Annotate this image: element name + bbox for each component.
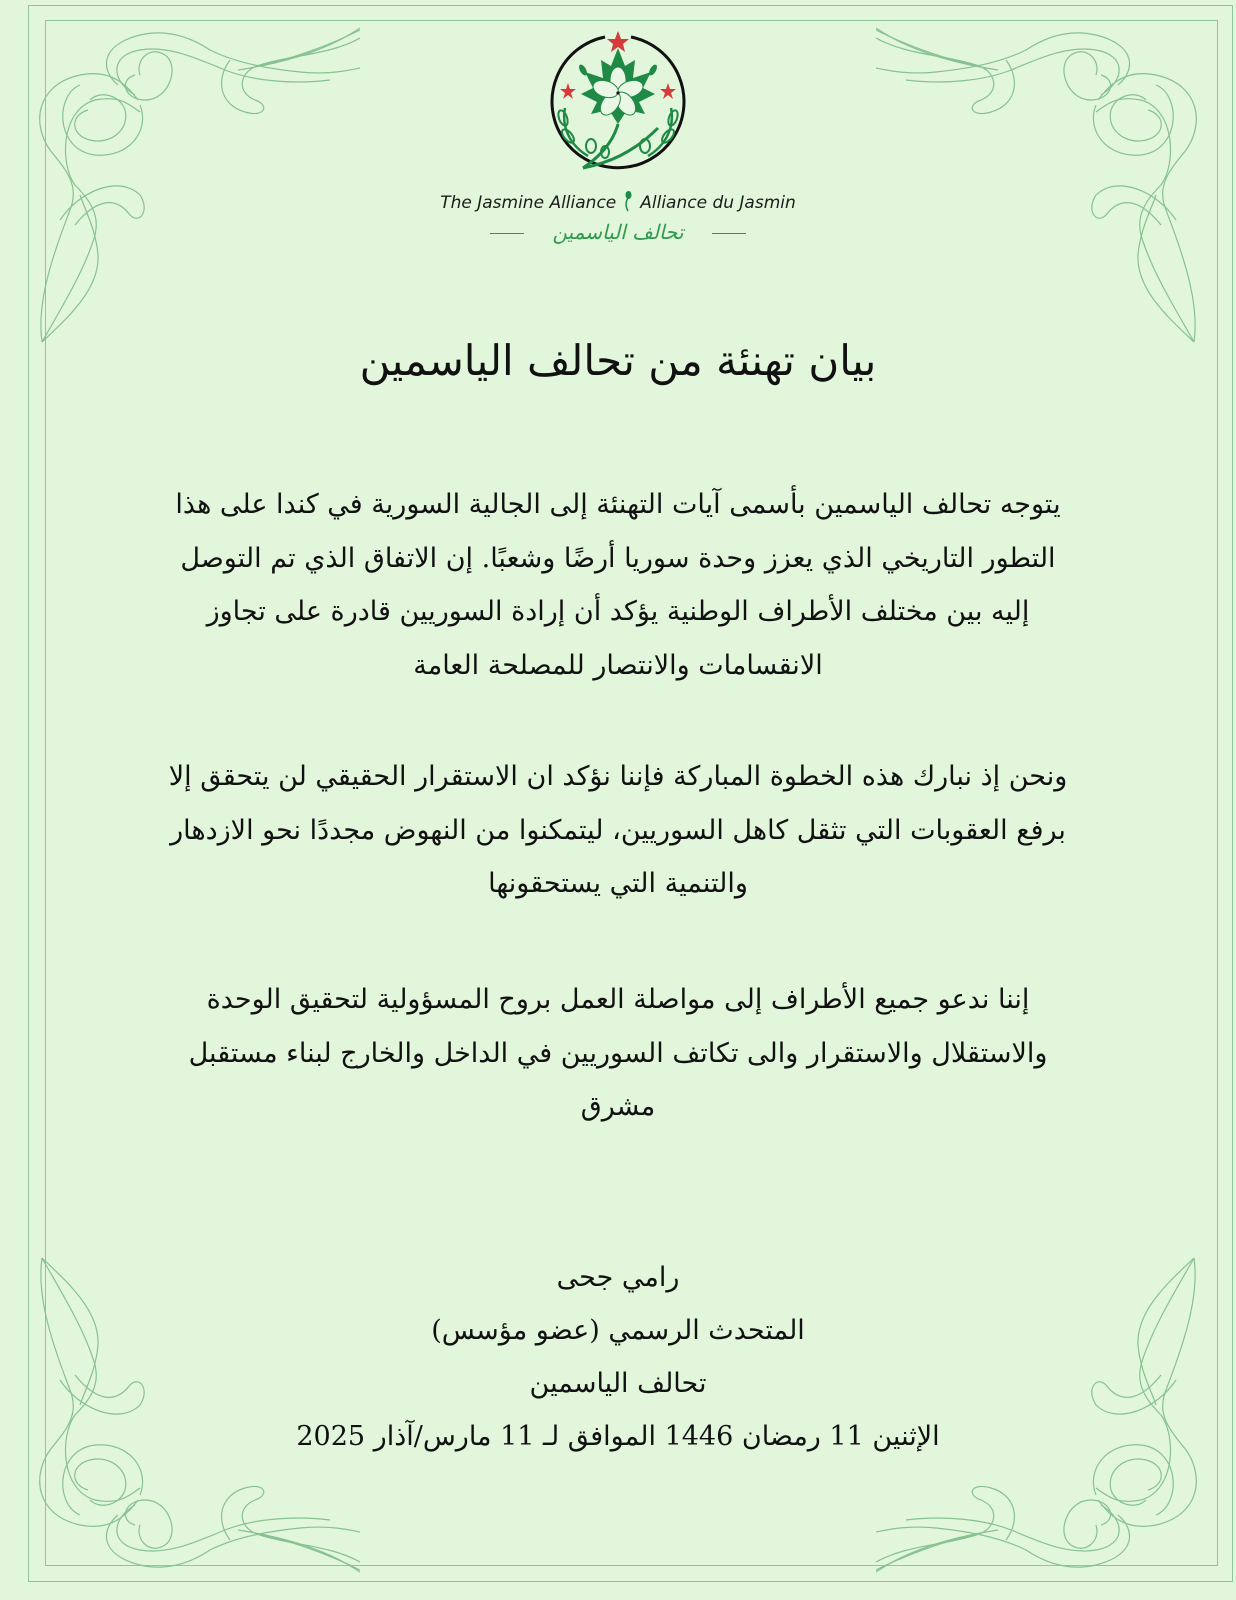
- paragraph-line: والاستقلال والاستقرار والى تكاتف السوريين في الداخل والخارج لبناء مستقبل: [188, 1037, 1048, 1069]
- paragraph-line: يتوجه تحالف الياسمين بأسمى آيات التهنئة إلى الجالية السورية في كندا على هذا: [175, 489, 1061, 520]
- signatory-organization: تحالف الياسمين: [529, 1368, 707, 1399]
- jasmine-bud-icon: [622, 190, 634, 212]
- corner-ornament-top-left: [0, 0, 360, 360]
- logo-name-en: The Jasmine Alliance: [440, 193, 617, 213]
- signature-block: [200, 1251, 1036, 1463]
- paragraph-line: ونحن إذ نبارك هذه الخطوة المباركة فإننا نؤكد ان الاستقرار الحقيقي لن يتحقق إلا: [168, 761, 1068, 792]
- logo-name-arabic-row: [400, 220, 836, 244]
- signatory-name: رامي جحى: [556, 1262, 680, 1293]
- emblem-icon: [543, 28, 693, 178]
- star-icon: [560, 83, 576, 99]
- jasmine-alliance-logo: [543, 28, 693, 178]
- signatory-role: المتحدث الرسمي (عضو مؤسس): [431, 1315, 805, 1346]
- logo-name-latin: [400, 190, 836, 213]
- document-title: بيان تهنئة من تحالف الياسمين: [359, 336, 877, 385]
- paragraph-1: [120, 478, 1116, 692]
- paragraph-line: برفع العقوبات التي تثقل كاهل السوريين، ليتمكنوا من النهوض مجددًا نحو الازدهار: [170, 814, 1066, 846]
- paragraph-line: إننا ندعو جميع الأطراف إلى مواصلة العمل بروح المسؤولية لتحقيق الوحدة: [206, 984, 1030, 1015]
- paragraph-line: الانقسامات والانتصار للمصلحة العامة: [413, 649, 823, 681]
- divider-dash: [490, 233, 524, 235]
- paragraph-line: مشرق: [580, 1091, 656, 1122]
- paragraph-3: [120, 973, 1116, 1134]
- divider-dash: [712, 233, 746, 235]
- paragraph-line: التطور التاريخي الذي يعزز وحدة سوريا أرضًا وشعبًا. إن الاتفاق الذي تم التوصل: [180, 542, 1056, 574]
- logo-name-ar: تحالف الياسمين: [552, 220, 684, 244]
- logo-name-fr: Alliance du Jasmin: [640, 193, 796, 213]
- paragraph-line: إليه بين مختلف الأطراف الوطنية يؤكد أن إرادة السوريين قادرة على تجاوز: [206, 596, 1030, 627]
- document-date: الإثنين 11 رمضان 1446 الموافق لـ 11 مارس/آذار 2025: [296, 1421, 940, 1452]
- star-icon: [660, 83, 676, 99]
- corner-ornament-top-right: [876, 0, 1236, 360]
- paragraph-2: [120, 750, 1116, 911]
- paragraph-line: والتنمية التي يستحقونها: [488, 868, 748, 899]
